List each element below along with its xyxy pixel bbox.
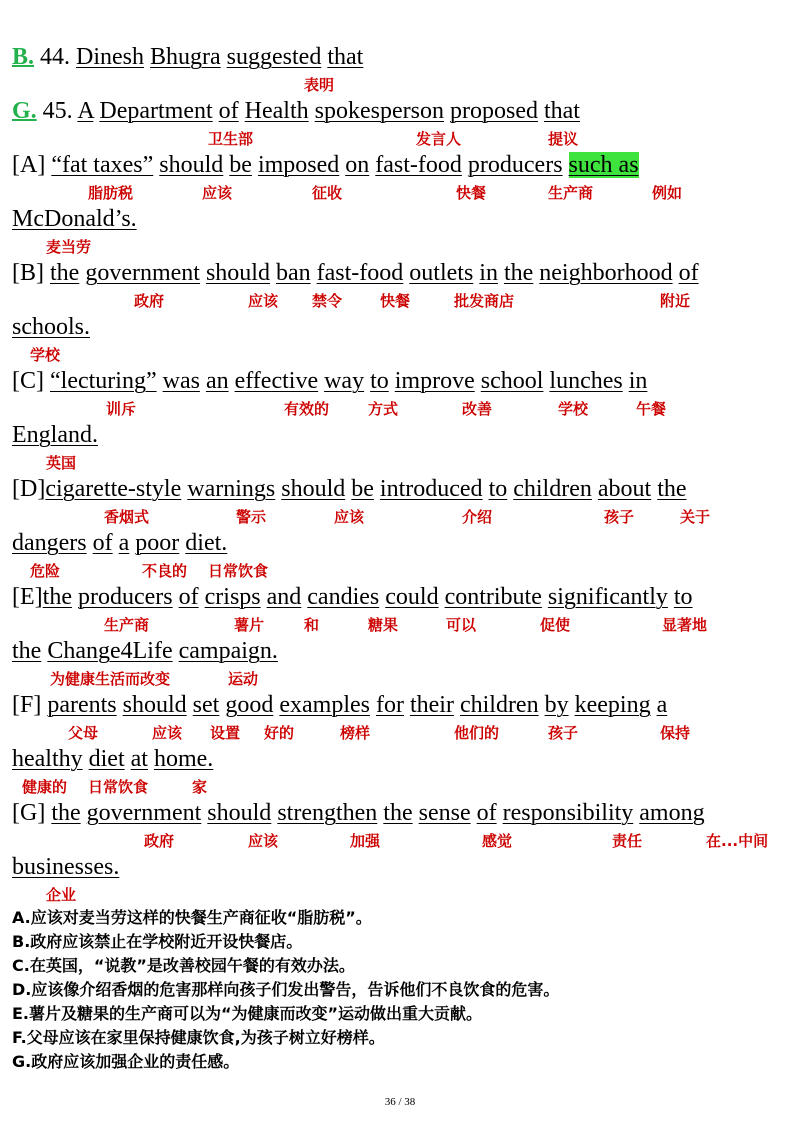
- option-f-line-2: [12, 746, 213, 772]
- word: schools.: [12, 314, 90, 340]
- word: by: [544, 692, 569, 718]
- answer-letter-44: B.: [12, 44, 35, 70]
- gloss: 他们的: [454, 724, 500, 742]
- word: sense: [418, 800, 471, 826]
- word: for: [375, 692, 404, 718]
- word: Change4Life: [47, 638, 173, 664]
- word: should: [205, 260, 270, 286]
- word: responsibility: [502, 800, 634, 826]
- word: strengthen: [277, 800, 378, 826]
- option-tag-e: [E]: [12, 584, 43, 610]
- gloss: 学校: [558, 400, 589, 418]
- translation-c: C.在英国，“说教”是改善校园午餐的有效办法。: [12, 956, 355, 975]
- word: that: [543, 98, 580, 124]
- word: of: [218, 98, 239, 124]
- word: diet.: [185, 530, 228, 556]
- word: contribute: [444, 584, 542, 610]
- gloss: 警示: [236, 508, 267, 526]
- gloss: 为健康生活而改变: [50, 670, 171, 688]
- gloss: 感觉: [482, 832, 513, 850]
- word: be: [229, 152, 252, 178]
- gloss: 可以: [446, 616, 477, 634]
- gloss: 应该: [334, 508, 365, 526]
- option-g-line-2: [12, 854, 119, 880]
- word: government: [85, 260, 200, 286]
- gloss: 香烟式: [104, 508, 150, 526]
- gloss: 和: [304, 616, 320, 634]
- gloss: 孩子: [548, 724, 579, 742]
- word: children: [459, 692, 539, 718]
- gloss: 介绍: [462, 508, 493, 526]
- option-e-line-2: [12, 638, 278, 664]
- option-c-line-1: [12, 368, 647, 394]
- word: A: [77, 98, 94, 124]
- gloss: 午餐: [636, 400, 667, 418]
- word: the: [51, 800, 81, 826]
- gloss: 运动: [228, 670, 259, 688]
- gloss: 设置: [210, 724, 241, 742]
- word: poor: [135, 530, 180, 556]
- gloss: 麦当劳: [46, 238, 92, 256]
- gloss: 附近: [660, 292, 691, 310]
- gloss: 显著地: [662, 616, 708, 634]
- word: healthy: [12, 746, 83, 772]
- gloss: 应该: [248, 832, 279, 850]
- word: of: [178, 584, 199, 610]
- word: the: [50, 260, 80, 286]
- option-a-line-2: [12, 206, 137, 232]
- gloss: 应该: [248, 292, 279, 310]
- gloss: 提议: [548, 130, 579, 148]
- word: Department: [99, 98, 213, 124]
- gloss: 应该: [152, 724, 183, 742]
- word: of: [476, 800, 497, 826]
- gloss: 企业: [46, 886, 77, 904]
- word: imposed: [257, 152, 340, 178]
- gloss: 生产商: [548, 184, 594, 202]
- word: could: [385, 584, 439, 610]
- word: producers: [77, 584, 173, 610]
- gloss: 糖果: [368, 616, 399, 634]
- word: should: [122, 692, 187, 718]
- option-d-line-1: [12, 476, 687, 502]
- word: proposed: [449, 98, 538, 124]
- gloss: 关于: [680, 508, 711, 526]
- word: producers: [467, 152, 563, 178]
- gloss: 薯片: [234, 616, 265, 634]
- option-d-line-2: [12, 530, 227, 556]
- word: spokesperson: [314, 98, 444, 124]
- answer-letter-45: G.: [12, 98, 37, 124]
- word: should: [159, 152, 224, 178]
- option-f-line-1: [12, 692, 667, 718]
- highlighted-word: such as: [568, 152, 639, 178]
- word: introduced: [379, 476, 483, 502]
- translation-b: B.政府应该禁止在学校附近开设快餐店。: [12, 932, 303, 951]
- gloss: 危险: [30, 562, 61, 580]
- gloss: 在...中间: [706, 832, 769, 850]
- option-tag-a: [A]: [12, 152, 46, 178]
- word: of: [678, 260, 699, 286]
- option-c-line-2: [12, 422, 98, 448]
- gloss: 卫生部: [208, 130, 254, 148]
- word: the: [657, 476, 687, 502]
- word: McDonald’s.: [12, 206, 137, 232]
- gloss: 脂肪税: [88, 184, 134, 202]
- word: in: [628, 368, 648, 394]
- gloss: 批发商店: [454, 292, 515, 310]
- word: to: [673, 584, 693, 610]
- word: the: [42, 584, 72, 610]
- word: Health: [244, 98, 309, 124]
- translation-f: F.父母应该在家里保持健康饮食,为孩子树立好榜样。: [12, 1028, 385, 1047]
- word: fast-food: [375, 152, 462, 178]
- word: keeping: [574, 692, 651, 718]
- translation-g: G.政府应该加强企业的责任感。: [12, 1052, 240, 1071]
- word: to: [370, 368, 389, 394]
- word: of: [92, 530, 113, 556]
- gloss: 促使: [540, 616, 571, 634]
- gloss: 征收: [312, 184, 343, 202]
- gloss: 保持: [660, 724, 691, 742]
- gloss: 不良的: [142, 562, 188, 580]
- option-b-line-1: [12, 260, 699, 286]
- word: fast-food: [316, 260, 404, 286]
- word: effective: [234, 368, 319, 394]
- word: candies: [307, 584, 380, 610]
- question-45-line: [12, 98, 580, 124]
- gloss: 榜样: [340, 724, 371, 742]
- gloss: 改善: [462, 400, 493, 418]
- translation-e: E.薯片及糖果的生产商可以为“为健康而改变”运动做出重大贡献。: [12, 1004, 483, 1023]
- word: be: [351, 476, 374, 502]
- gloss: 日常饮食: [208, 562, 269, 580]
- gloss: 应该: [202, 184, 233, 202]
- gloss: 好的: [264, 724, 295, 742]
- option-a-line-1: [12, 152, 639, 178]
- question-number-45: 45.: [42, 98, 73, 124]
- word: children: [513, 476, 592, 502]
- gloss: 英国: [46, 454, 77, 472]
- word: businesses.: [12, 854, 120, 880]
- word: their: [409, 692, 454, 718]
- word: at: [130, 746, 148, 772]
- gloss: 政府: [144, 832, 175, 850]
- gloss: 快餐: [456, 184, 487, 202]
- word: significantly: [547, 584, 668, 610]
- word: improve: [394, 368, 475, 394]
- word: the: [383, 800, 413, 826]
- word: the: [503, 260, 534, 286]
- word: government: [86, 800, 202, 826]
- gloss: 学校: [30, 346, 61, 364]
- word: campaign.: [178, 638, 278, 664]
- gloss: 责任: [612, 832, 643, 850]
- word: home.: [153, 746, 214, 772]
- word: outlets: [409, 260, 474, 286]
- option-tag-g: [G]: [12, 800, 46, 826]
- word: was: [162, 368, 200, 394]
- word: warnings: [187, 476, 276, 502]
- gloss: 政府: [134, 292, 165, 310]
- translation-d: D.应该像介绍香烟的危害那样向孩子们发出警告，告诉他们不良饮食的危害。: [12, 980, 560, 999]
- word: the: [12, 638, 42, 664]
- word: cigarette-style: [45, 476, 182, 502]
- gloss: 快餐: [380, 292, 411, 310]
- word: should: [207, 800, 272, 826]
- gloss: 有效的: [284, 400, 330, 418]
- gloss: 加强: [350, 832, 381, 850]
- word: way: [324, 368, 365, 394]
- gloss: 方式: [368, 400, 399, 418]
- word: “fat taxes”: [51, 152, 154, 178]
- gloss: 发言人: [416, 130, 462, 148]
- word: set: [192, 692, 220, 718]
- word: in: [479, 260, 498, 286]
- page-number: 36 / 38: [384, 1096, 416, 1108]
- gloss: 训斥: [106, 400, 137, 418]
- word: an: [205, 368, 229, 394]
- word: Dinesh: [76, 44, 145, 70]
- gloss: 日常饮食: [88, 778, 149, 796]
- word: crisps: [204, 584, 261, 610]
- word: ban: [275, 260, 311, 286]
- word: among: [639, 800, 705, 826]
- word: “lecturing”: [50, 368, 157, 394]
- gloss: 禁令: [312, 292, 343, 310]
- word: and: [266, 584, 302, 610]
- option-tag-f: [F]: [12, 692, 42, 718]
- word: neighborhood: [539, 260, 673, 286]
- option-e-line-1: [12, 584, 693, 610]
- word: about: [597, 476, 652, 502]
- gloss: 例如: [652, 184, 683, 202]
- question-number-44: 44.: [40, 44, 71, 70]
- option-g-line-1: [12, 800, 705, 826]
- word: England.: [12, 422, 98, 448]
- gloss: 孩子: [604, 508, 635, 526]
- gloss: 生产商: [104, 616, 150, 634]
- gloss: 家: [192, 778, 208, 796]
- word: suggested: [226, 44, 322, 70]
- option-tag-d: [D]: [12, 476, 46, 502]
- word: parents: [47, 692, 117, 718]
- word: lunches: [549, 368, 623, 394]
- word: Bhugra: [150, 44, 221, 70]
- gloss: 父母: [68, 724, 99, 742]
- translation-a: A.应该对麦当劳这样的快餐生产商征收“脂肪税”。: [12, 908, 372, 927]
- word: good: [225, 692, 274, 718]
- word: on: [345, 152, 370, 178]
- word: should: [281, 476, 346, 502]
- word: a: [118, 530, 130, 556]
- word: that: [327, 44, 364, 70]
- word: examples: [279, 692, 370, 718]
- word: to: [488, 476, 508, 502]
- option-tag-b: [B]: [12, 260, 44, 286]
- option-tag-c: [C]: [12, 368, 44, 394]
- word: diet: [88, 746, 125, 772]
- word: a: [656, 692, 668, 718]
- word: school: [480, 368, 544, 394]
- option-b-line-2: [12, 314, 90, 340]
- gloss: 健康的: [22, 778, 68, 796]
- word: dangers: [12, 530, 87, 556]
- gloss: 表明: [304, 76, 335, 94]
- question-44-line: [12, 44, 363, 70]
